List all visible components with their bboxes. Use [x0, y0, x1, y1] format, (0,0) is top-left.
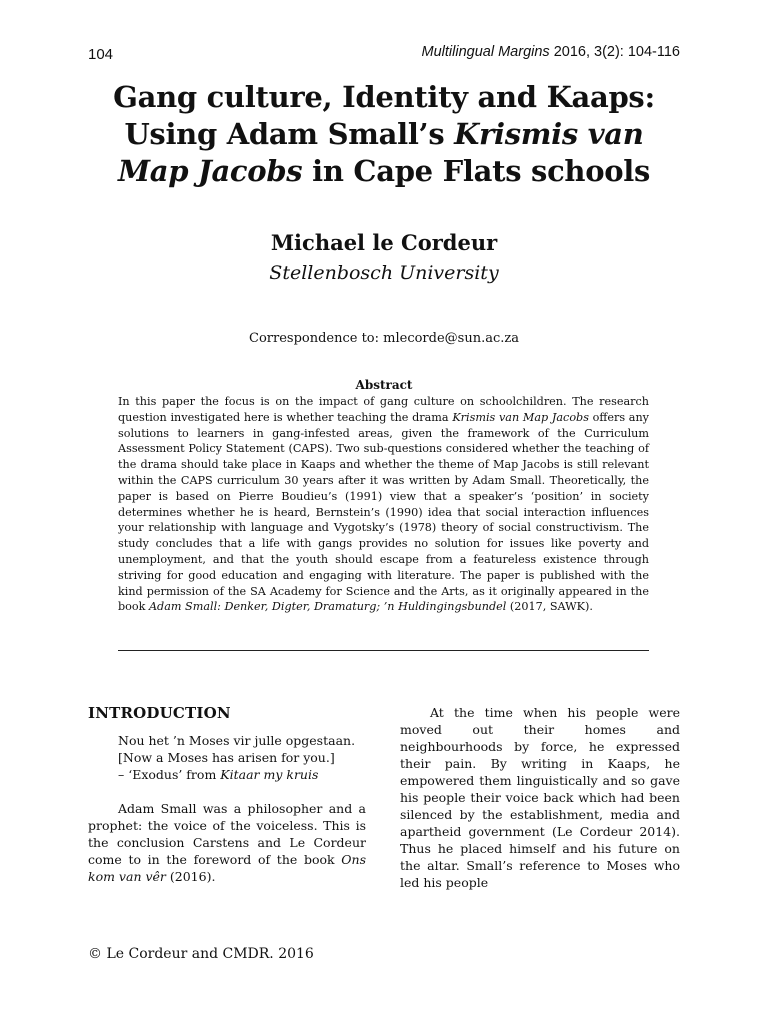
epigraph-source-italic: Kitaar my kruis — [220, 767, 319, 782]
title-line-2-italic: Krismis van — [454, 117, 644, 151]
epigraph-line-2: [Now a Moses has arisen for you.] — [118, 750, 335, 765]
epigraph — [118, 732, 366, 783]
abstract-heading: Abstract — [355, 378, 413, 392]
title-line-1: Gang culture, Identity and Kaaps: — [113, 80, 655, 114]
intro-paragraph-1 — [88, 800, 366, 885]
title-line-2 — [80, 116, 688, 153]
right-column — [400, 704, 680, 891]
abstract-text-2: offers any solutions to learners in gang-infested areas, given the framework of the Curriculum Assessment Policy Statement (CAPS). Two sub-questions considered whether the teaching of the drama should take place in Kaaps and whether the theme of Map Jacobs is still relevant within the CAPS curriculum 30 years after it was written by Adam Small. Theoretically, the paper is based on Pierre Boudieu’s (1991) view that a speaker’s ‘position’ in society determines whether he is heard, Bernstein’s (1990) idea that social interaction influences your relationship with language and Vygotsky’s (1978) theory of social constructivism. The study concludes that a life with gangs provides no solution for issues like poverty and unemployment, and that the youth should escape from a featureless existence through striving for good education and engaging with literature. The paper is published with the kind permission of the SA Academy for Science and the Arts, as it originally appeared in the book — [118, 410, 649, 614]
epigraph-source-text: – ‘Exodus’ from — [118, 767, 221, 782]
title-line-3-italic: Map Jacobs — [117, 154, 303, 188]
journal-name: Multilingual Margins — [421, 44, 550, 60]
left-column — [88, 704, 366, 885]
intro-paragraph-1-text: Adam Small was a philosopher and a prophet: the voice of the voiceless. This is the conclusion Carstens and Le Cordeur come to in the foreword of the book — [88, 801, 366, 867]
epigraph-line-1: Nou het ’n Moses vir julle opgestaan. — [118, 733, 356, 748]
title-line-3-text: in Cape Flats schools — [302, 154, 651, 188]
intro-paragraph-2: At the time when his people were moved out their homes and neighbourhoods by force, he expressed their pain. By writing in Kaaps, he empowered them linguistically and so gave his people their voice back which had been silenced by the establishment, media and apartheid government (Le Cordeur 2014). Thus he placed himself and his future on the altar. Small’s reference to Moses who led his people — [400, 705, 680, 890]
title-line-2-text: Using Adam Small’s — [124, 117, 455, 151]
copyright-footer: © Le Cordeur and CMDR. 2016 — [88, 946, 314, 962]
abstract-body — [118, 394, 649, 615]
epigraph-source — [118, 766, 366, 783]
abstract-divider — [118, 650, 649, 651]
journal-citation — [422, 44, 680, 60]
title-line-3 — [80, 153, 688, 190]
section-heading-introduction: INTRODUCTION — [88, 704, 231, 722]
paper-title — [80, 79, 688, 190]
author-name: Michael le Cordeur — [270, 230, 498, 255]
correspondence-line: Correspondence to: mlecorde@sun.ac.za — [249, 331, 519, 346]
author-affiliation: Stellenbosch University — [269, 262, 499, 284]
abstract-italic-1: Krismis van Map Jacobs — [452, 410, 589, 424]
page-number: 104 — [88, 46, 114, 63]
journal-details: 2016, 3(2): 104-116 — [549, 44, 680, 60]
abstract-text-3: (2017, SAWK). — [506, 600, 593, 614]
abstract-text-1: In this paper the focus is on the impact of gang culture on schoolchildren. The research question investigated here is whether teaching the drama — [118, 395, 649, 424]
intro-paragraph-1-suffix: (2016). — [165, 869, 216, 884]
intro-paragraph-1-italic: Ons kom van vêr — [88, 852, 366, 884]
abstract-italic-2: Adam Small: Denker, Digter, Dramaturg; ’n Huldingingsbundel — [148, 600, 507, 614]
